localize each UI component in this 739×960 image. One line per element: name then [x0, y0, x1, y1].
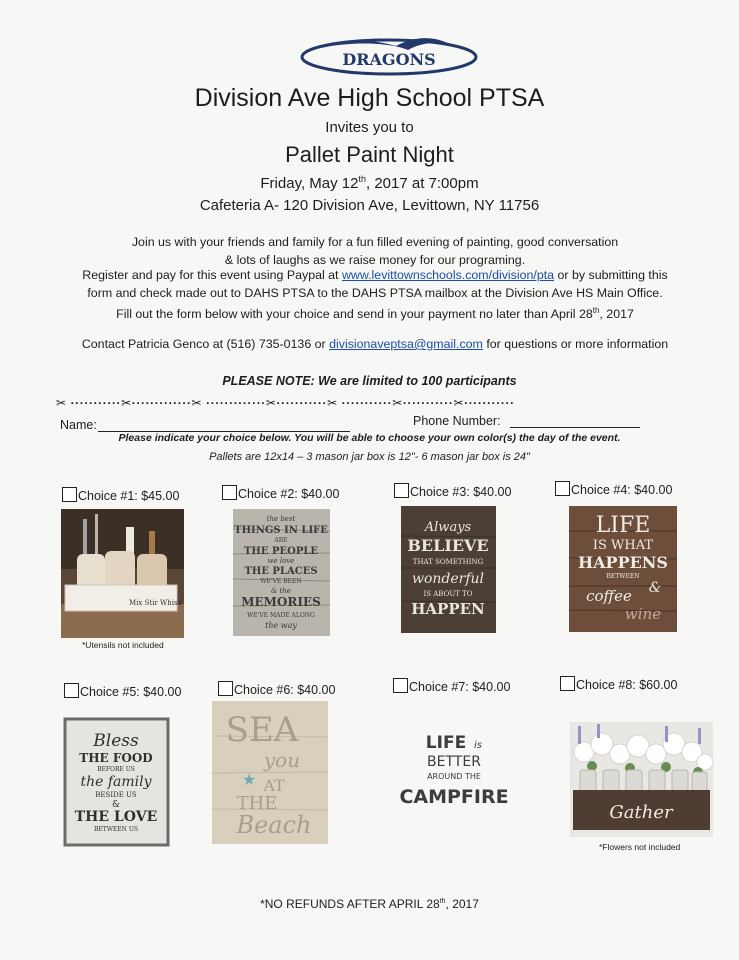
contact-paragraph: Contact Patricia Genco at (516) 735-0136 or divisionaveptsa@gmail.com for questions or more information [81, 337, 669, 351]
svg-text:THE LOVE: THE LOVE [74, 809, 158, 825]
svg-text:& the: & the [271, 587, 291, 595]
choice-6-checkbox[interactable] [218, 681, 233, 696]
svg-text:AROUND THE: AROUND THE [427, 772, 481, 781]
svg-text:HAPPENS: HAPPENS [578, 553, 668, 572]
choice-4-image [569, 506, 677, 632]
svg-text:&: & [648, 580, 662, 596]
phone-label: Phone Number: [413, 414, 501, 428]
dragons-logo [300, 32, 478, 76]
invites-text: Invites you to [325, 119, 414, 136]
pta-link[interactable]: www.levittownschools.com/division/pta [341, 268, 555, 282]
choice-1[interactable]: Choice #1: $45.00 [62, 487, 179, 503]
svg-text:LIFE: LIFE [595, 513, 651, 538]
svg-text:THAT SOMETHING: THAT SOMETHING [412, 558, 484, 566]
choice-2[interactable]: Choice #2: $40.00 [222, 485, 339, 501]
svg-text:the way: the way [265, 621, 297, 630]
org-title: Division Ave High School PTSA [194, 84, 545, 112]
choice-5[interactable]: Choice #5: $40.00 [64, 683, 181, 699]
no-refunds-note: *NO REFUNDS AFTER APRIL 28th, 2017 [260, 897, 479, 911]
choice-4-checkbox[interactable] [555, 481, 570, 496]
svg-text:Always: Always [424, 520, 472, 535]
choice-6[interactable]: Choice #6: $40.00 [218, 681, 335, 697]
svg-text:is: is [474, 740, 482, 751]
choice-7-image [399, 728, 509, 812]
svg-text:IS WHAT: IS WHAT [592, 538, 654, 553]
event-title: Pallet Paint Night [285, 142, 454, 167]
svg-text:THE PLACES: THE PLACES [244, 566, 318, 577]
choice-1-checkbox[interactable] [62, 487, 77, 502]
choice-instruction: Please indicate your choice below. You will be able to choose your own color(s) the day of the event. [118, 432, 621, 444]
choice-2-checkbox[interactable] [222, 485, 237, 500]
svg-text:BELIEVE: BELIEVE [407, 536, 489, 555]
choice-3[interactable]: Choice #3: $40.00 [394, 483, 511, 499]
svg-text:wine: wine [624, 605, 662, 623]
svg-text:THE FOOD: THE FOOD [79, 751, 153, 765]
svg-text:coffee: coffee [586, 587, 632, 605]
svg-text:DRAGONS: DRAGONS [342, 50, 436, 69]
svg-text:Beach: Beach [236, 811, 312, 839]
phone-field[interactable] [510, 427, 640, 428]
choice-1-caption: *Utensils not included [82, 640, 164, 650]
choice-6-image [212, 701, 328, 844]
svg-text:LIFE: LIFE [425, 733, 467, 753]
choice-2-image [233, 509, 330, 636]
svg-text:&: & [111, 800, 121, 810]
svg-text:you: you [263, 748, 301, 772]
svg-text:THINGS IN LIFE: THINGS IN LIFE [234, 525, 328, 536]
choice-5-image [65, 719, 168, 845]
choice-7[interactable]: Choice #7: $40.00 [393, 678, 510, 694]
choice-3-checkbox[interactable] [394, 483, 409, 498]
svg-text:ARE: ARE [274, 537, 288, 544]
svg-text:HAPPEN: HAPPEN [411, 600, 485, 618]
svg-text:THE: THE [236, 793, 278, 814]
svg-text:WE'VE MADE ALONG: WE'VE MADE ALONG [247, 612, 315, 619]
choice-4[interactable]: Choice #4: $40.00 [555, 481, 672, 497]
svg-text:the best: the best [266, 515, 296, 523]
svg-text:we love: we love [267, 557, 295, 565]
register-paragraph: Register and pay for this event using Paypal at www.levittownschools.com/division/pta or by submitting this form and check made out to DAHS PTSA to the DAHS PTSA mailbox at the Division Ave HS Main Office. Fill out the form below with your choice and send in your payment no later than April 28th, 2017 [82, 268, 668, 322]
svg-text:CAMPFIRE: CAMPFIRE [399, 786, 509, 808]
name-label: Name: [60, 418, 97, 432]
choice-3-image [401, 506, 496, 633]
svg-text:BETWEEN US: BETWEEN US [93, 826, 139, 833]
svg-text:BESIDE US: BESIDE US [95, 791, 137, 799]
svg-text:Mix Stir Whisk: Mix Stir Whisk [129, 599, 182, 607]
intro-paragraph: Join us with your friends and family for a fun filled evening of painting, good conversation & lots of laughs as we raise money for our programing. [131, 235, 619, 267]
svg-text:BETWEEN: BETWEEN [606, 573, 640, 580]
svg-text:the family: the family [80, 774, 152, 790]
choice-7-checkbox[interactable] [393, 678, 408, 693]
svg-text:Bless: Bless [93, 731, 139, 751]
contact-email-link[interactable]: divisionaveptsa@gmail.com [329, 337, 483, 351]
svg-text:AT: AT [263, 776, 285, 795]
svg-text:WE'VE BEEN: WE'VE BEEN [260, 578, 302, 585]
choice-8-caption: *Flowers not included [599, 842, 681, 852]
choice-5-checkbox[interactable] [64, 683, 79, 698]
svg-text:BEFORE US: BEFORE US [97, 766, 135, 773]
svg-text:Gather: Gather [609, 802, 673, 823]
svg-text:MEMORIES: MEMORIES [241, 595, 321, 609]
svg-text:wonderful: wonderful [411, 571, 485, 587]
cut-line: ✂ ···········✂·············✂ ·············✂···········✂ ···········✂···········✂··········· [56, 396, 515, 410]
participant-limit-note: PLEASE NOTE: We are limited to 100 participants [222, 374, 517, 388]
svg-text:BETTER: BETTER [427, 754, 481, 770]
svg-text:IS ABOUT TO: IS ABOUT TO [423, 590, 473, 598]
choice-8[interactable]: Choice #8: $60.00 [560, 676, 677, 692]
choice-8-image [570, 722, 713, 837]
svg-text:THE PEOPLE: THE PEOPLE [243, 546, 319, 557]
starfish-icon: ★ [242, 772, 257, 789]
event-location: Cafeteria A- 120 Division Ave, Levittown, NY 11756 [199, 197, 540, 214]
choice-8-checkbox[interactable] [560, 676, 575, 691]
svg-text:SEA: SEA [225, 710, 299, 750]
choice-1-image [61, 509, 184, 638]
event-date: Friday, May 12th, 2017 at 7:00pm [260, 174, 479, 192]
pallet-sizes: Pallets are 12x14 – 3 mason jar box is 12"- 6 mason jar box is 24" [209, 451, 530, 463]
